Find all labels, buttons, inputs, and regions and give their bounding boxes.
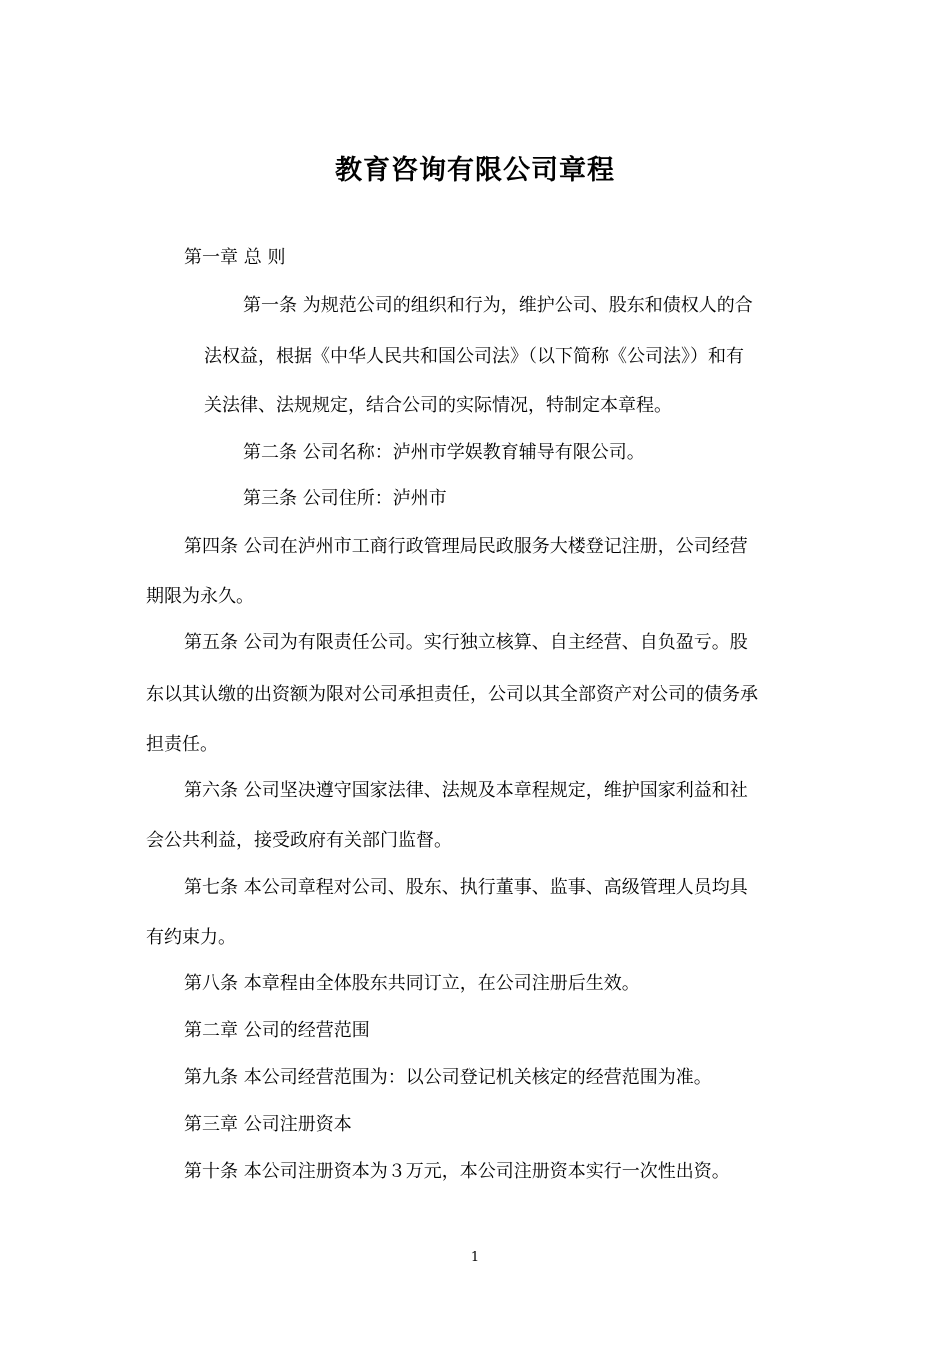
paragraph-line: 有约束力。 [146, 927, 236, 948]
chapter-heading: 第一章 总 则 [184, 247, 286, 268]
paragraph-line: 第九条 本公司经营范围为：以公司登记机关核定的经营范围为准。 [184, 1067, 712, 1088]
paragraph-line: 第四条 公司在泸州市工商行政管理局民政服务大楼登记注册，公司经营 [184, 536, 748, 557]
paragraph-line: 第十条 本公司注册资本为３万元，本公司注册资本实行一次性出资。 [184, 1161, 730, 1182]
paragraph-line: 第三条 公司住所：泸州市 [243, 488, 447, 509]
document-title: 教育咨询有限公司章程 [335, 155, 615, 186]
chapter-heading: 第二章 公司的经营范围 [184, 1020, 370, 1041]
paragraph-line: 期限为永久。 [146, 586, 254, 607]
page-number: 1 [470, 1250, 480, 1265]
paragraph-line: 第六条 公司坚决遵守国家法律、法规及本章程规定，维护国家利益和社 [184, 780, 748, 801]
chapter-heading: 第三章 公司注册资本 [184, 1114, 352, 1135]
paragraph-line: 第一条 为规范公司的组织和行为，维护公司、股东和债权人的合 [243, 295, 753, 316]
paragraph-line: 第八条 本章程由全体股东共同订立，在公司注册后生效。 [184, 973, 640, 994]
paragraph-line: 东以其认缴的出资额为限对公司承担责任，公司以其全部资产对公司的债务承 [146, 684, 758, 705]
paragraph-line: 关法律、法规规定，结合公司的实际情况，特制定本章程。 [204, 395, 672, 416]
paragraph-line: 法权益，根据《中华人民共和国公司法》（以下简称《公司法》）和有 [204, 346, 744, 367]
paragraph-line: 第五条 公司为有限责任公司。实行独立核算、自主经营、自负盈亏。股 [184, 632, 748, 653]
paragraph-line: 第二条 公司名称：泸州市学娱教育辅导有限公司。 [243, 442, 645, 463]
paragraph-line: 第七条 本公司章程对公司、股东、执行董事、监事、高级管理人员均具 [184, 877, 748, 898]
paragraph-line: 担责任。 [146, 734, 218, 755]
paragraph-line: 会公共利益，接受政府有关部门监督。 [146, 830, 452, 851]
